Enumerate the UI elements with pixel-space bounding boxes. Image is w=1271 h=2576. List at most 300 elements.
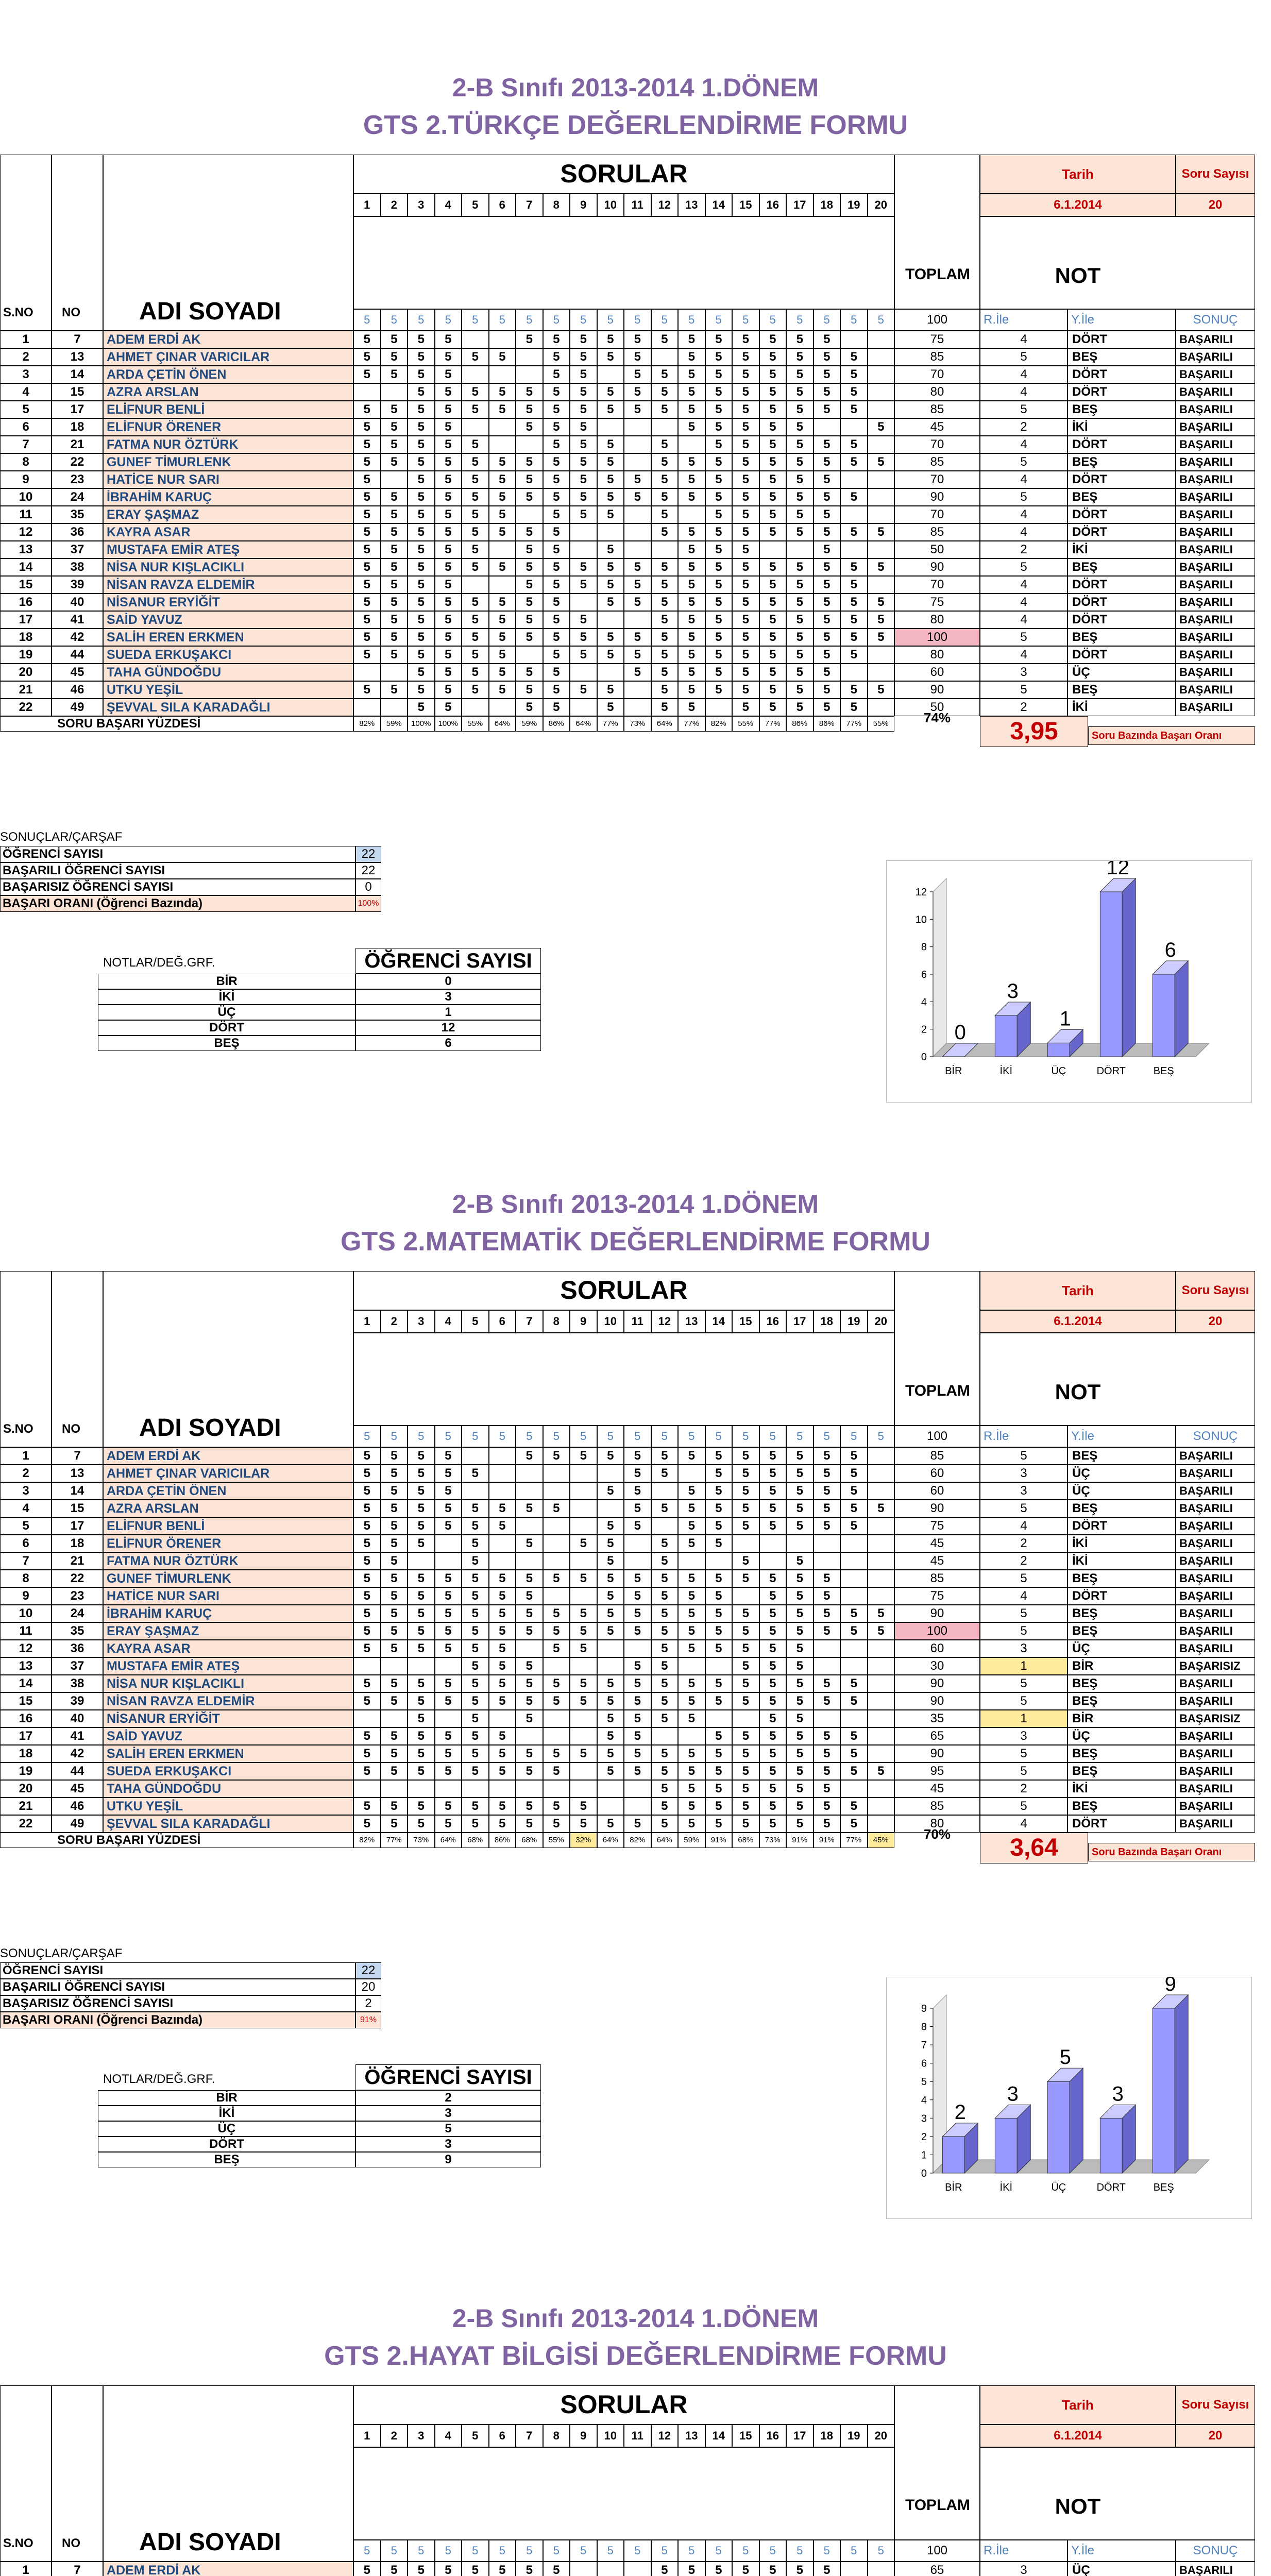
- row-sno: 9: [0, 1587, 52, 1605]
- answer-cell: 5: [353, 471, 381, 488]
- x-category-label: DÖRT: [1096, 2182, 1126, 2193]
- answer-cell: [570, 541, 597, 558]
- answer-cell: 5: [462, 436, 489, 453]
- y-tick-label: 9: [921, 2003, 927, 2014]
- answer-cell: [543, 1587, 570, 1605]
- answer-cell: 5: [705, 453, 733, 471]
- student-name: NİSAN RAVZA ELDEMİR: [103, 1692, 353, 1710]
- answer-cell: 5: [759, 436, 787, 453]
- row-sno: 14: [0, 558, 52, 576]
- row-result: BAŞARILI: [1176, 348, 1255, 366]
- answer-cell: 5: [786, 611, 814, 629]
- answer-cell: [840, 1535, 868, 1552]
- answer-cell: [868, 1675, 895, 1692]
- answer-cell: 5: [868, 681, 895, 699]
- answer-cell: 5: [786, 646, 814, 664]
- answer-cell: 5: [732, 436, 759, 453]
- question-success-percent: 64%: [435, 1833, 462, 1848]
- row-grade-number: 2: [980, 1535, 1067, 1552]
- answer-cell: 5: [489, 558, 516, 576]
- answer-cell: 5: [651, 629, 679, 646]
- answer-cell: 5: [516, 1798, 543, 1815]
- answer-cell: [624, 1780, 651, 1798]
- bar-side: [1175, 1995, 1188, 2173]
- answer-cell: 5: [786, 629, 814, 646]
- answer-cell: [868, 1465, 895, 1482]
- question-success-percent: 68%: [732, 1833, 759, 1848]
- answer-cell: 5: [814, 611, 841, 629]
- answer-cell: 5: [570, 629, 597, 646]
- answer-cell: 5: [624, 488, 651, 506]
- answer-cell: [705, 1710, 733, 1727]
- answer-cell: 5: [435, 506, 462, 523]
- answer-cell: 5: [353, 1465, 381, 1482]
- answer-cell: 5: [381, 506, 408, 523]
- answer-cell: 5: [678, 646, 705, 664]
- r-ile-label: R.İle: [980, 1426, 1067, 1447]
- answer-cell: 5: [786, 664, 814, 681]
- answer-cell: [516, 1482, 543, 1500]
- row-grade-number: 4: [980, 506, 1067, 523]
- answer-cell: [597, 1780, 624, 1798]
- answer-cell: 5: [786, 1587, 814, 1605]
- row-grade-number: 4: [980, 576, 1067, 594]
- answer-cell: 5: [786, 1605, 814, 1622]
- tarih-value: 6.1.2014: [980, 194, 1176, 216]
- answer-cell: 5: [705, 1500, 733, 1517]
- question-points: 5: [814, 1426, 841, 1447]
- answer-cell: 5: [678, 488, 705, 506]
- row-no: 21: [52, 1552, 103, 1570]
- toplam-header-box: [894, 155, 980, 309]
- answer-cell: 5: [462, 1710, 489, 1727]
- row-result: BAŞARILI: [1176, 1762, 1255, 1780]
- row-no: 46: [52, 1798, 103, 1815]
- summary-student-count-value: 22: [355, 846, 381, 862]
- answer-cell: 5: [408, 558, 435, 576]
- answer-cell: 5: [651, 699, 679, 716]
- row-sno: 18: [0, 629, 52, 646]
- answer-cell: 5: [840, 594, 868, 611]
- answer-cell: [543, 1517, 570, 1535]
- answer-cell: [651, 1517, 679, 1535]
- tarih-value: 6.1.2014: [980, 1310, 1176, 1333]
- question-success-percent: 86%: [489, 1833, 516, 1848]
- row-result: BAŞARILI: [1176, 471, 1255, 488]
- answer-cell: 5: [408, 1465, 435, 1482]
- row-grade-word: BEŞ: [1067, 1692, 1176, 1710]
- answer-cell: [462, 1447, 489, 1465]
- y-tick-label: 0: [921, 2168, 927, 2179]
- answer-cell: [570, 1517, 597, 1535]
- answer-cell: 5: [516, 401, 543, 418]
- row-sno: 14: [0, 1675, 52, 1692]
- question-number: 4: [435, 1310, 462, 1333]
- y-tick-label: 8: [921, 941, 927, 953]
- answer-cell: 5: [732, 1692, 759, 1710]
- answer-cell: 5: [408, 611, 435, 629]
- row-sno: 10: [0, 488, 52, 506]
- answer-cell: 5: [543, 1675, 570, 1692]
- question-points: 5: [462, 309, 489, 331]
- tarih-label: Tarih: [980, 2385, 1176, 2425]
- results-summary: [0, 829, 1271, 1097]
- question-number: 14: [705, 1310, 733, 1333]
- row-grade-number: 5: [980, 1692, 1067, 1710]
- answer-cell: 5: [732, 1798, 759, 1815]
- row-grade-word: DÖRT: [1067, 594, 1176, 611]
- answer-cell: 5: [840, 488, 868, 506]
- sno-label: S.NO: [3, 1422, 33, 1436]
- row-grade-number: 5: [980, 453, 1067, 471]
- summary-failed-count-value: 2: [355, 1995, 381, 2012]
- row-grade-number: 4: [980, 436, 1067, 453]
- answer-cell: [624, 523, 651, 541]
- question-points: 5: [759, 309, 787, 331]
- summary-failed-count-label: BAŞARISIZ ÖĞRENCİ SAYISI: [0, 1995, 355, 2012]
- row-sno: 3: [0, 1482, 52, 1500]
- answer-cell: 5: [651, 488, 679, 506]
- question-points: 5: [814, 2540, 841, 2562]
- row-total: 75: [894, 1517, 980, 1535]
- answer-cell: 5: [543, 471, 570, 488]
- row-grade-word: BEŞ: [1067, 1570, 1176, 1587]
- answer-cell: 5: [435, 541, 462, 558]
- answer-cell: [543, 1780, 570, 1798]
- answer-cell: 5: [868, 453, 895, 471]
- row-result: BAŞARILI: [1176, 699, 1255, 716]
- answer-cell: 5: [840, 366, 868, 383]
- answer-cell: 5: [678, 611, 705, 629]
- y-tick-label: 4: [921, 2094, 927, 2106]
- answer-cell: 5: [814, 1447, 841, 1465]
- answer-cell: 5: [651, 1465, 679, 1482]
- question-points: 5: [435, 309, 462, 331]
- answer-cell: [489, 541, 516, 558]
- answer-cell: [489, 1465, 516, 1482]
- answer-cell: 5: [814, 1745, 841, 1762]
- question-points: 5: [489, 2540, 516, 2562]
- question-points: 5: [435, 2540, 462, 2562]
- answer-cell: [516, 1465, 543, 1482]
- row-grade-word: BEŞ: [1067, 401, 1176, 418]
- answer-cell: 5: [462, 1535, 489, 1552]
- total-success-percent: 74%: [923, 710, 951, 725]
- question-success-percent: 55%: [543, 1833, 570, 1848]
- row-total: 80: [894, 611, 980, 629]
- answer-cell: 5: [435, 383, 462, 401]
- answer-cell: 5: [786, 1815, 814, 1833]
- student-name: GUNEF TİMURLENK: [103, 1570, 353, 1587]
- row-grade-number: 5: [980, 1762, 1067, 1780]
- row-grade-word: BEŞ: [1067, 1500, 1176, 1517]
- answer-cell: 5: [705, 1622, 733, 1640]
- row-sno: 1: [0, 2562, 52, 2576]
- question-number: 5: [462, 1310, 489, 1333]
- row-sno: 7: [0, 436, 52, 453]
- answer-cell: 5: [353, 1815, 381, 1833]
- answer-cell: 5: [353, 594, 381, 611]
- y-ile-label: Y.İle: [1067, 2540, 1176, 2562]
- row-result: BAŞARILI: [1176, 541, 1255, 558]
- row-grade-word: İKİ: [1067, 1535, 1176, 1552]
- answer-cell: 5: [759, 383, 787, 401]
- answer-cell: 5: [489, 1815, 516, 1833]
- answer-cell: 5: [732, 383, 759, 401]
- row-no: 37: [52, 541, 103, 558]
- row-total: 60: [894, 664, 980, 681]
- question-number: 14: [705, 194, 733, 216]
- answer-cell: [840, 418, 868, 436]
- question-points: 5: [353, 2540, 381, 2562]
- answer-cell: 5: [516, 611, 543, 629]
- answer-cell: 5: [543, 576, 570, 594]
- question-points: 5: [489, 309, 516, 331]
- grade-count: 3: [355, 2137, 541, 2152]
- answer-cell: 5: [516, 699, 543, 716]
- answer-cell: 5: [435, 523, 462, 541]
- answer-cell: 5: [381, 1552, 408, 1570]
- answer-cell: [759, 541, 787, 558]
- summary-pass-rate-label: BAŞARI ORANI (Öğrenci Bazında): [0, 2012, 355, 2028]
- answer-cell: 5: [759, 558, 787, 576]
- student-name: SUEDA ERKUŞAKCI: [103, 1762, 353, 1780]
- answer-cell: 5: [678, 541, 705, 558]
- answer-cell: 5: [705, 2562, 733, 2576]
- row-grade-word: DÖRT: [1067, 523, 1176, 541]
- answer-cell: 5: [732, 1570, 759, 1587]
- answer-cell: 5: [840, 611, 868, 629]
- bar-value-label: 3: [1007, 2082, 1019, 2106]
- answer-cell: 5: [786, 506, 814, 523]
- question-points: 5: [868, 309, 895, 331]
- summary-student-count-label: ÖĞRENCİ SAYISI: [0, 846, 355, 862]
- question-success-percent: 77%: [759, 716, 787, 732]
- answer-cell: 5: [516, 2562, 543, 2576]
- score-table: [0, 1271, 1257, 1941]
- answer-cell: 5: [651, 401, 679, 418]
- grade-count-header: ÖĞRENCİ SAYISI: [355, 2064, 541, 2090]
- answer-cell: 5: [678, 2562, 705, 2576]
- answer-cell: 5: [678, 471, 705, 488]
- answer-cell: 5: [678, 1500, 705, 1517]
- answer-cell: 5: [462, 1727, 489, 1745]
- answer-cell: [381, 1780, 408, 1798]
- row-total: 85: [894, 453, 980, 471]
- row-result: BAŞARILI: [1176, 1692, 1255, 1710]
- soru-sayisi-label: Soru Sayısı: [1176, 155, 1255, 194]
- answer-cell: [624, 2562, 651, 2576]
- answer-cell: 5: [759, 1675, 787, 1692]
- answer-cell: 5: [408, 646, 435, 664]
- row-grade-word: İKİ: [1067, 418, 1176, 436]
- bar-value-label: 2: [954, 2100, 966, 2124]
- class-average: 3,64: [980, 1833, 1088, 1863]
- answer-cell: 5: [516, 1570, 543, 1587]
- answer-cell: 5: [732, 2562, 759, 2576]
- row-total: 60: [894, 1482, 980, 1500]
- question-points: 5: [678, 2540, 705, 2562]
- answer-cell: 5: [651, 1762, 679, 1780]
- row-sno: 17: [0, 611, 52, 629]
- bar-value-label: 1: [1059, 1007, 1071, 1030]
- toplam-max: 100: [894, 1426, 980, 1447]
- row-total: 60: [894, 1640, 980, 1657]
- answer-cell: [489, 1482, 516, 1500]
- answer-cell: 5: [759, 401, 787, 418]
- row-no: 14: [52, 1482, 103, 1500]
- bar-side: [1122, 878, 1136, 1057]
- y-tick-label: 8: [921, 2021, 927, 2033]
- answer-cell: 5: [705, 418, 733, 436]
- answer-cell: [597, 523, 624, 541]
- answer-cell: [570, 1587, 597, 1605]
- answer-cell: 5: [840, 1675, 868, 1692]
- answer-cell: 5: [516, 681, 543, 699]
- summary-passed-count-value: 20: [355, 1979, 381, 1995]
- answer-cell: [868, 664, 895, 681]
- row-result: BAŞARILI: [1176, 594, 1255, 611]
- answer-cell: 5: [353, 576, 381, 594]
- answer-cell: 5: [543, 418, 570, 436]
- answer-cell: [868, 331, 895, 348]
- answer-cell: 5: [678, 418, 705, 436]
- answer-cell: 5: [597, 383, 624, 401]
- answer-cell: 5: [435, 558, 462, 576]
- summary-passed-count-value: 22: [355, 862, 381, 879]
- grade-name: BEŞ: [98, 2152, 355, 2167]
- answer-cell: 5: [814, 629, 841, 646]
- answer-cell: 5: [408, 1815, 435, 1833]
- answer-cell: 5: [678, 1762, 705, 1780]
- answer-cell: [543, 1727, 570, 1745]
- row-result: BAŞARILI: [1176, 1798, 1255, 1815]
- answer-cell: 5: [732, 699, 759, 716]
- name-label: ADI SOYADI: [139, 2529, 281, 2556]
- question-success-percent: 82%: [624, 1833, 651, 1848]
- question-number: 1: [353, 194, 381, 216]
- row-total: 75: [894, 594, 980, 611]
- grade-name: DÖRT: [98, 1020, 355, 1036]
- answer-cell: 5: [814, 1692, 841, 1710]
- bar-front: [1153, 974, 1175, 1057]
- grade-name: İKİ: [98, 989, 355, 1005]
- answer-cell: [489, 418, 516, 436]
- answer-cell: 5: [462, 1552, 489, 1570]
- answer-cell: 5: [381, 646, 408, 664]
- grade-name: İKİ: [98, 2106, 355, 2121]
- answer-cell: 5: [624, 1482, 651, 1500]
- row-no: 40: [52, 1710, 103, 1727]
- row-grade-number: 4: [980, 594, 1067, 611]
- row-result: BAŞARILI: [1176, 664, 1255, 681]
- x-category-label: İKİ: [999, 1065, 1013, 1077]
- question-points: 5: [597, 309, 624, 331]
- answer-cell: 5: [462, 1815, 489, 1833]
- answer-cell: 5: [651, 1710, 679, 1727]
- row-grade-word: DÖRT: [1067, 331, 1176, 348]
- question-points: 5: [759, 2540, 787, 2562]
- answer-cell: 5: [868, 1622, 895, 1640]
- row-grade-number: 2: [980, 1780, 1067, 1798]
- answer-cell: [840, 1587, 868, 1605]
- sorular-label: SORULAR: [353, 155, 894, 194]
- row-grade-number: 4: [980, 366, 1067, 383]
- row-sno: 15: [0, 1692, 52, 1710]
- row-total: 85: [894, 348, 980, 366]
- answer-cell: 5: [786, 2562, 814, 2576]
- score-table: [0, 2385, 1257, 2576]
- answer-cell: 5: [597, 1535, 624, 1552]
- answer-cell: [624, 453, 651, 471]
- answer-cell: 5: [516, 558, 543, 576]
- answer-cell: 5: [868, 1762, 895, 1780]
- answer-cell: 5: [840, 1798, 868, 1815]
- question-number: 19: [840, 194, 868, 216]
- question-points: 5: [651, 1426, 679, 1447]
- answer-cell: 5: [732, 418, 759, 436]
- answer-cell: 5: [516, 594, 543, 611]
- answer-cell: 5: [570, 1745, 597, 1762]
- row-grade-number: 2: [980, 699, 1067, 716]
- row-total: 80: [894, 383, 980, 401]
- answer-cell: [868, 1570, 895, 1587]
- answer-cell: 5: [759, 348, 787, 366]
- question-number: 10: [597, 2425, 624, 2447]
- answer-cell: [868, 1692, 895, 1710]
- answer-cell: [651, 1482, 679, 1500]
- answer-cell: 5: [814, 1517, 841, 1535]
- answer-cell: 5: [435, 1675, 462, 1692]
- row-no: 14: [52, 366, 103, 383]
- answer-cell: [489, 1780, 516, 1798]
- answer-cell: [840, 1710, 868, 1727]
- answer-cell: 5: [381, 1727, 408, 1745]
- question-points: 5: [732, 1426, 759, 1447]
- answer-cell: 5: [732, 471, 759, 488]
- question-points: 5: [543, 2540, 570, 2562]
- answer-cell: [624, 541, 651, 558]
- question-success-percent: 91%: [786, 1833, 814, 1848]
- answer-cell: [597, 1465, 624, 1482]
- row-no: 36: [52, 1640, 103, 1657]
- answer-cell: 5: [705, 1727, 733, 1745]
- bar-value-label: 5: [1059, 2046, 1071, 2069]
- answer-cell: 5: [435, 594, 462, 611]
- y-ile-label: Y.İle: [1067, 1426, 1176, 1447]
- question-success-percent: 73%: [408, 1833, 435, 1848]
- answer-cell: 5: [435, 471, 462, 488]
- answer-cell: 5: [353, 1535, 381, 1552]
- answer-cell: 5: [353, 506, 381, 523]
- answer-cell: [624, 611, 651, 629]
- answer-cell: 5: [381, 541, 408, 558]
- answer-cell: 5: [516, 418, 543, 436]
- answer-cell: [489, 576, 516, 594]
- summary-title: SONUÇLAR/ÇARŞAF: [0, 830, 123, 844]
- answer-cell: 5: [435, 1798, 462, 1815]
- answer-cell: 5: [759, 488, 787, 506]
- student-name: ELİFNUR BENLİ: [103, 1517, 353, 1535]
- answer-cell: 5: [462, 453, 489, 471]
- form-title-subject: GTS 2.TÜRKÇE DEĞERLENDİRME FORMU: [363, 110, 908, 140]
- bar-value-label: 6: [1164, 939, 1176, 961]
- answer-cell: 5: [786, 594, 814, 611]
- answer-cell: 5: [489, 471, 516, 488]
- answer-cell: 5: [786, 1517, 814, 1535]
- answer-cell: 5: [516, 383, 543, 401]
- row-grade-number: 5: [980, 1605, 1067, 1622]
